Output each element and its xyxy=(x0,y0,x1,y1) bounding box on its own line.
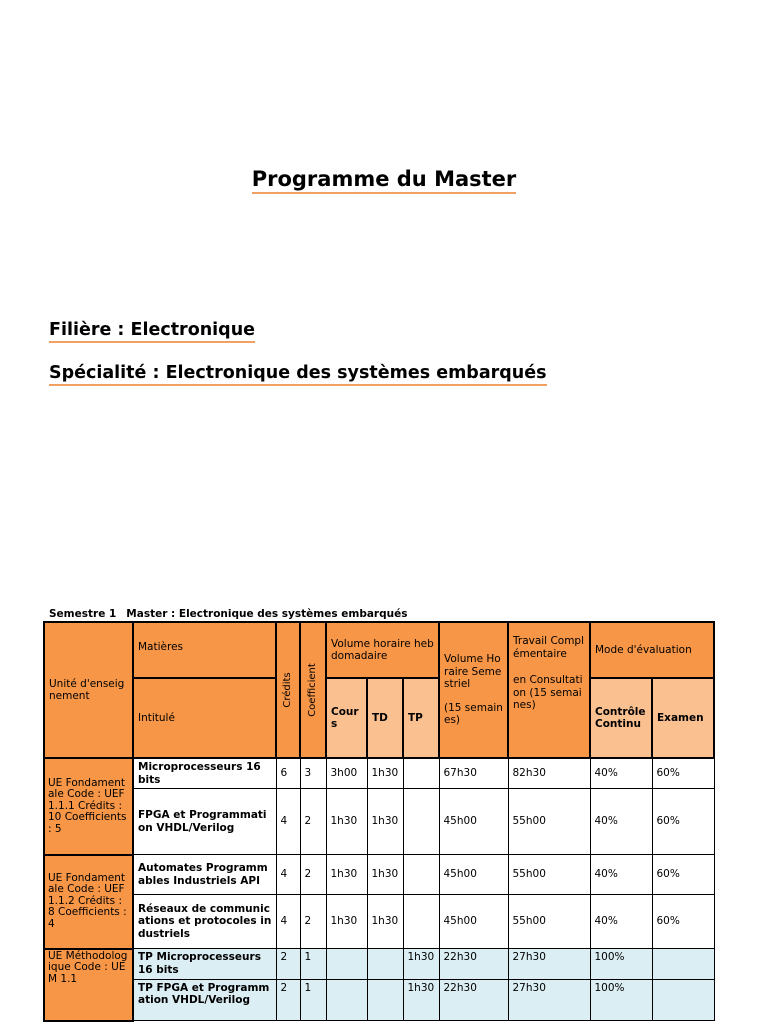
vhs-value: 67h30 xyxy=(439,758,508,789)
examen-value: 60% xyxy=(652,789,714,855)
td-value: 1h30 xyxy=(367,895,403,949)
table-row xyxy=(44,979,714,1020)
cours-value xyxy=(326,979,367,1020)
matiere-intitule: Automates Programmables Industriels API xyxy=(133,855,276,895)
cc-value: 100% xyxy=(590,949,652,980)
matiere-intitule: FPGA et Programmation VHDL/Verilog xyxy=(133,789,276,855)
credits-value: 4 xyxy=(276,855,300,895)
master-label: Master : Electronique des systèmes embarqués xyxy=(126,608,408,620)
td-value: 1h30 xyxy=(367,855,403,895)
tp-value: 1h30 xyxy=(403,949,439,980)
td-value: 1h30 xyxy=(367,758,403,789)
table-row xyxy=(44,789,714,855)
cc-value: 40% xyxy=(590,895,652,949)
td-value xyxy=(367,949,403,980)
cours-value: 3h00 xyxy=(326,758,367,789)
semestre-label: Semestre 1 xyxy=(49,608,117,620)
header-intitule: Intitulé xyxy=(133,678,276,758)
ue-cell: UE Fondamentale Code : UEF 1.1.1 Crédits : 10 Coefficients : 5 xyxy=(44,758,133,855)
cc-value: 40% xyxy=(590,758,652,789)
travail-value: 55h00 xyxy=(508,855,590,895)
coef-value: 1 xyxy=(300,979,326,1020)
volume-semestriel-note: (15 semaines) xyxy=(444,701,503,727)
header-coefficient: Coefficient xyxy=(300,622,326,758)
page-title: Programme du Master xyxy=(0,167,768,191)
cours-value: 1h30 xyxy=(326,895,367,949)
cours-value: 1h30 xyxy=(326,855,367,895)
tp-value xyxy=(403,895,439,949)
tp-value xyxy=(403,758,439,789)
header-matieres: Matières xyxy=(133,622,276,678)
header-controle: Contrôle Continu xyxy=(590,678,652,758)
vhs-value: 22h30 xyxy=(439,979,508,1020)
examen-value: 60% xyxy=(652,758,714,789)
header-mode: Mode d'évaluation xyxy=(590,622,714,678)
vhs-value: 45h00 xyxy=(439,855,508,895)
credits-value: 2 xyxy=(276,949,300,980)
header-cours: Cours xyxy=(326,678,367,758)
travail-value: 27h30 xyxy=(508,949,590,980)
specialite-heading: Spécialité : Electronique des systèmes embarqués xyxy=(49,363,547,383)
cc-value: 100% xyxy=(590,979,652,1020)
table-row xyxy=(44,949,714,980)
coef-value: 3 xyxy=(300,758,326,789)
matiere-intitule: Réseaux de communications et protocoles industriels xyxy=(133,895,276,949)
credits-value: 4 xyxy=(276,895,300,949)
travail-value: 82h30 xyxy=(508,758,590,789)
volume-semestriel-label: Volume Horaire Semestriel xyxy=(444,653,502,691)
table-row xyxy=(44,758,714,789)
header-unite: Unité d'enseignement xyxy=(44,622,133,758)
header-examen: Examen xyxy=(652,678,714,758)
travail-value: 27h30 xyxy=(508,979,590,1020)
coef-value: 2 xyxy=(300,855,326,895)
coef-value: 2 xyxy=(300,789,326,855)
ue-cell: UE Fondamentale Code : UEF 1.1.2 Crédits : 8 Coefficients : 4 xyxy=(44,855,133,949)
header-credits: Crédits xyxy=(276,622,300,758)
tp-value xyxy=(403,789,439,855)
vhs-value: 45h00 xyxy=(439,895,508,949)
td-value: 1h30 xyxy=(367,789,403,855)
td-value xyxy=(367,979,403,1020)
credits-value: 2 xyxy=(276,979,300,1020)
travail-note: en Consultation (15 semaines) xyxy=(513,674,583,711)
travail-value: 55h00 xyxy=(508,895,590,949)
filiere-heading: Filière : Electronique xyxy=(49,320,255,340)
coef-value: 2 xyxy=(300,895,326,949)
examen-value xyxy=(652,979,714,1020)
credits-value: 6 xyxy=(276,758,300,789)
header-volume-semestriel xyxy=(439,622,508,758)
matiere-intitule: TP Microprocesseurs 16 bits xyxy=(133,949,276,980)
travail-value: 55h00 xyxy=(508,789,590,855)
table-row xyxy=(44,895,714,949)
table-caption xyxy=(49,608,407,620)
tp-value: 1h30 xyxy=(403,979,439,1020)
examen-value: 60% xyxy=(652,855,714,895)
cours-value: 1h30 xyxy=(326,789,367,855)
travail-label: Travail Complémentaire xyxy=(513,635,585,660)
credits-value: 4 xyxy=(276,789,300,855)
tp-value xyxy=(403,855,439,895)
header-td: TD xyxy=(367,678,403,758)
cc-value: 40% xyxy=(590,855,652,895)
ue-cell: UE Méthodologique Code : UEM 1.1 xyxy=(44,949,133,1021)
coef-value: 1 xyxy=(300,949,326,980)
cc-value: 40% xyxy=(590,789,652,855)
vhs-value: 22h30 xyxy=(439,949,508,980)
vhs-value: 45h00 xyxy=(439,789,508,855)
examen-value xyxy=(652,949,714,980)
matiere-intitule: TP FPGA et Programmation VHDL/Verilog xyxy=(133,979,276,1020)
matiere-intitule: Microprocesseurs 16 bits xyxy=(133,758,276,789)
header-volume-hebdo: Volume horaire hebdomadaire xyxy=(326,622,439,678)
table-row xyxy=(44,855,714,895)
header-tp: TP xyxy=(403,678,439,758)
programme-table xyxy=(43,621,715,1022)
examen-value: 60% xyxy=(652,895,714,949)
header-travail xyxy=(508,622,590,758)
cours-value xyxy=(326,949,367,980)
